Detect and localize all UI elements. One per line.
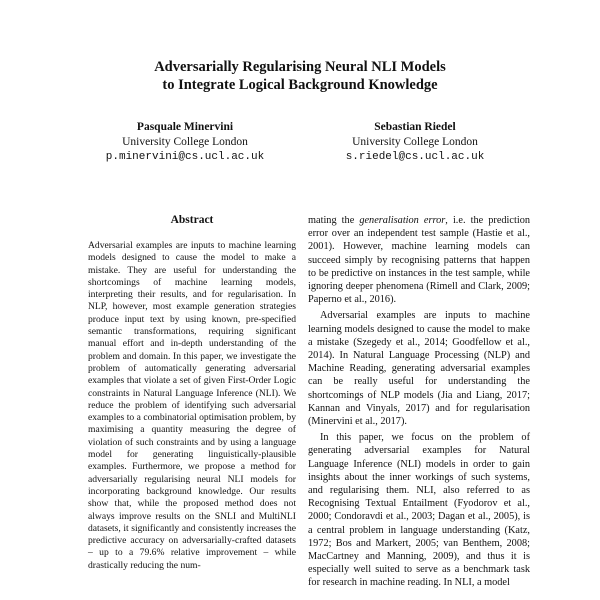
intro-column xyxy=(308,214,530,590)
author-1-email: p.minervini@cs.ucl.ac.uk xyxy=(105,151,265,163)
author-2 xyxy=(300,120,530,165)
intro-paragraph-2: Adversarial examples are inputs to machine learning models designed to cause the model to make a mistake (Szegedy et al., 2014; Goodfellow et al., 2014). In Natural Language Processing (NLP) and Machine Reading, generating adversarial examples can be really useful for understanding the shortcomings of NLP models (Jia and Liang, 2017; Kannan and Vinyals, 2017) and for regularisation (Minervini et al., 2017). xyxy=(308,310,530,428)
intro-p1-italic: generalisation error xyxy=(359,215,446,226)
title-line-1: Adversarially Regularising Neural NLI Models xyxy=(154,59,446,75)
intro-paragraph-3: In this paper, we focus on the problem of generating adversarial examples for Natural Language Inference (NLI) models in order to gain insights about the inner workings of such systems, and regularising them. NLI, also referred to as Recognising Textual Entailment (Fyodorov et al., 2000; Condoravdi et al., 2003; Dagan et al., 2005), is a central problem in language understanding (Katz, 1972; Bos and Markert, 2005; van Benthem, 2008; MacCartney and Manning, 2009), and thus it is especially well suited to serve as a benchmark task for research in machine reading. In NLI, a model xyxy=(308,432,530,589)
abstract-body xyxy=(88,240,296,572)
author-1-affiliation: University College London xyxy=(122,136,248,148)
author-2-email: s.riedel@cs.ucl.ac.uk xyxy=(345,151,485,163)
intro-p1-end: , i.e. the prediction error over an independent test sample (Hastie et al., 2001). However, machine learning models can succeed simply by recognising patterns that happen to be predictive on instances in the test sample, while ignoring deeper phenomena (Rimell and Clark, 2009; Paperno et al., 2016). xyxy=(308,215,531,306)
author-2-affiliation: University College London xyxy=(352,136,478,148)
title-line-2: to Integrate Logical Background Knowledge xyxy=(162,77,438,93)
abstract-heading: Abstract xyxy=(170,214,214,226)
paper-title xyxy=(0,58,600,94)
abstract-paragraph: Adversarial examples are inputs to machine learning models designed to cause the model to make a mistake. They are useful for understanding the shortcomings of machine learning models, interpreting their results, and for regularisation. In NLP, however, most example generation strategies produce input text by using known, pre-specified semantic transformations, requiring significant manual effort and in-depth understanding of the problem and domain. In this paper, we investigate the problem of automatically generating adversarial examples that violate a set of given First-Order Logic constraints in Natural Language Inference (NLI). We reduce the problem of identifying such adversarial examples to a combinatorial optimisation problem, by maximising a quantity measuring the degree of violation of such constraints and by using a language model for generating linguistically-plausible examples. Furthermore, we propose a method for adversarially regularising neural NLI models for incorporating background knowledge. Our results show that, while the proposed method does not always improve results on the SNLI and MultiNLI datasets, it significantly and consistently increases the predictive accuracy on adversarially-crafted datasets – up to a 79.6% relative improvement – while drastically reducing the num- xyxy=(88,240,296,571)
author-1-name: Pasquale Minervini xyxy=(136,121,234,133)
intro-paragraph-1 xyxy=(308,214,530,306)
author-1 xyxy=(70,120,300,165)
author-2-name: Sebastian Riedel xyxy=(374,121,456,133)
author-block xyxy=(70,120,530,165)
intro-p1-start: mating the xyxy=(308,215,360,226)
